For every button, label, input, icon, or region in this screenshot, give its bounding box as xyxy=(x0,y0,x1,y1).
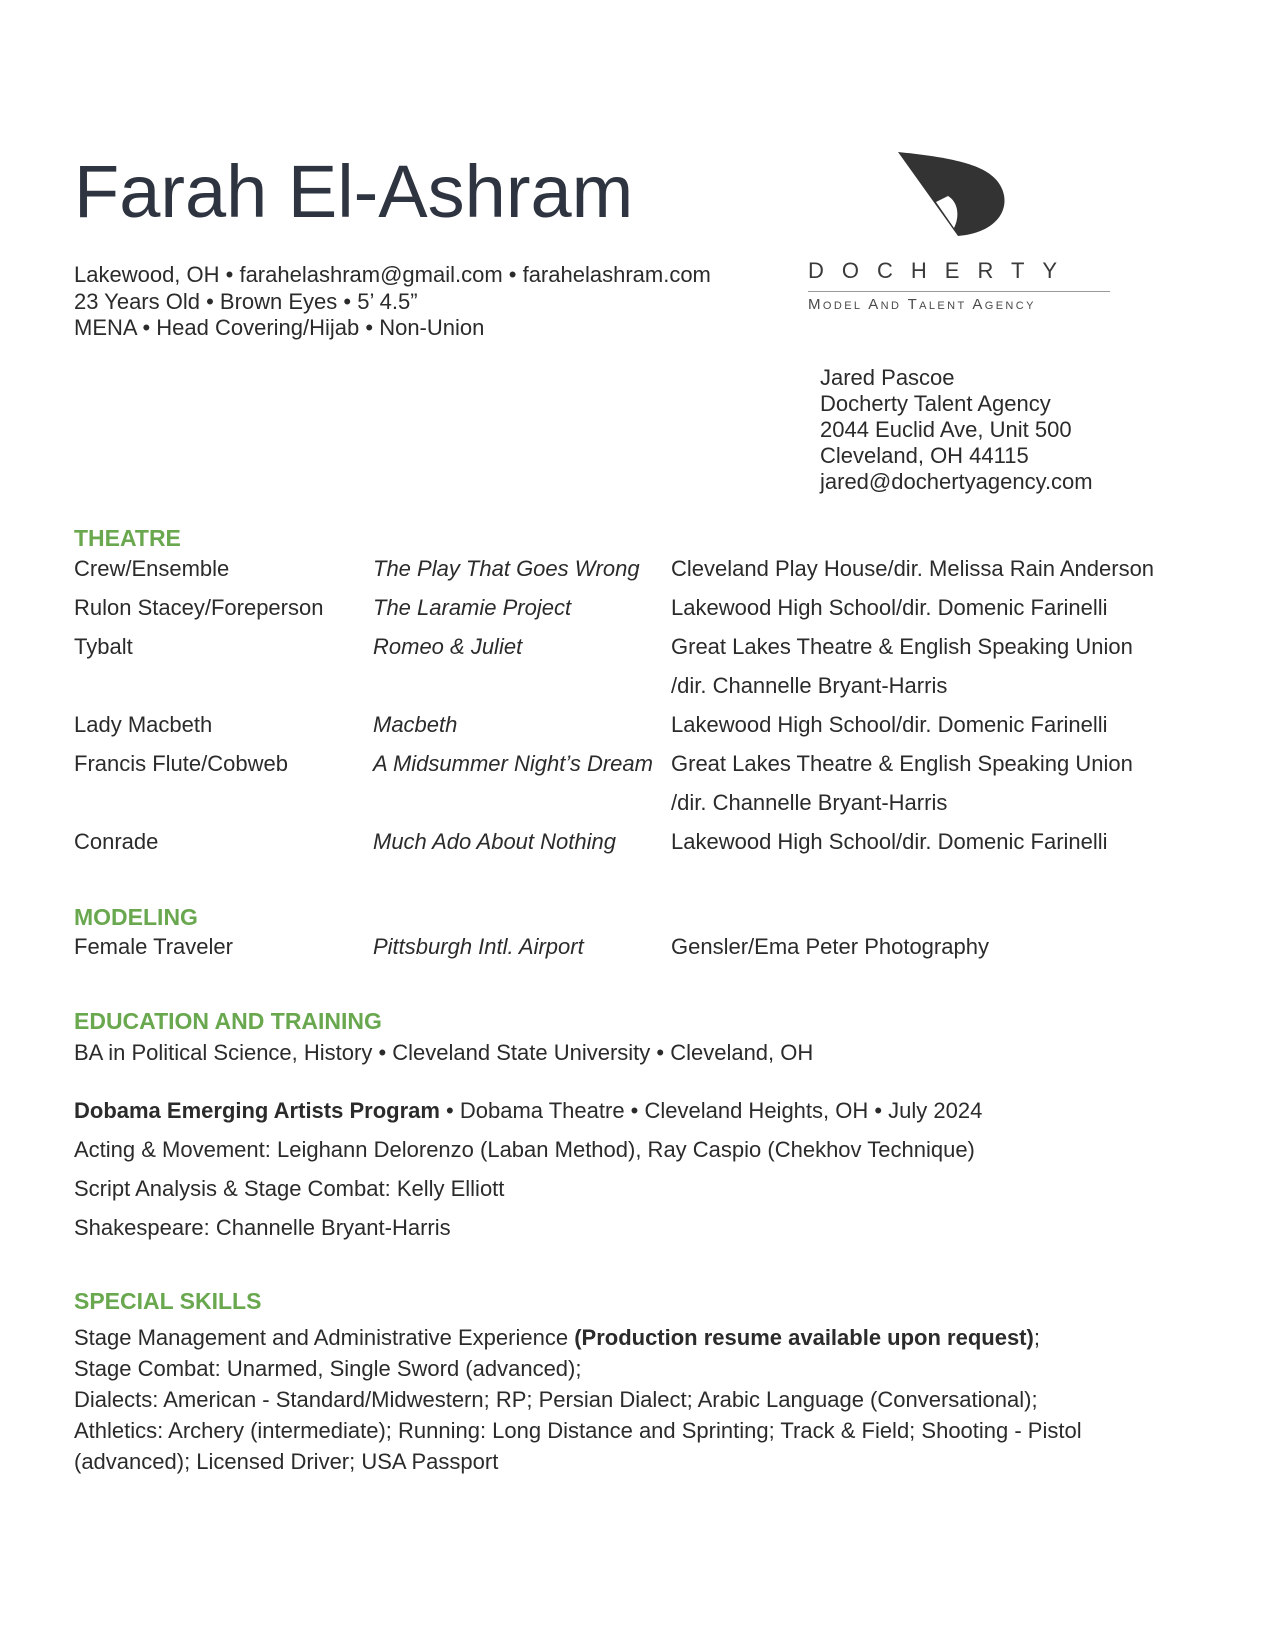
skill-bold-note: (Production resume available upon request) xyxy=(574,1325,1034,1350)
credit-venue: Gensler/Ema Peter Photography xyxy=(671,934,989,959)
credit-venue: Lakewood High School/dir. Domenic Farinelli xyxy=(671,595,1108,620)
theatre-heading: THEATRE xyxy=(74,525,181,551)
program-name: Dobama Emerging Artists Program xyxy=(74,1098,440,1123)
modeling-heading: MODELING xyxy=(74,904,198,930)
skill-line: Athletics: Archery (intermediate); Running: Long Distance and Sprinting; Track & Field; Shooting - Pistol (advanced); Licensed Driver; USA Passport xyxy=(74,1418,1082,1474)
credit-show: Romeo & Juliet xyxy=(373,634,523,659)
skill-line: Dialects: American - Standard/Midwestern; RP; Persian Dialect; Arabic Language (Conversational); xyxy=(74,1387,1038,1412)
agent-contact xyxy=(820,365,1093,495)
credit-role: Female Traveler xyxy=(74,934,233,959)
credit-role: Conrade xyxy=(74,829,159,854)
skills-heading: SPECIAL SKILLS xyxy=(74,1288,262,1314)
degree-line: BA in Political Science, History • Cleveland State University • Cleveland, OH xyxy=(74,1040,814,1065)
credit-venue: Great Lakes Theatre & English Speaking Union /dir. Channelle Bryant-Harris xyxy=(671,634,1133,698)
credit-venue: Cleveland Play House/dir. Melissa Rain Anderson xyxy=(671,556,1155,581)
credit-role: Tybalt xyxy=(74,634,133,659)
agent-street: 2044 Euclid Ave, Unit 500 xyxy=(820,417,1072,442)
credit-role: Crew/Ensemble xyxy=(74,556,230,581)
credit-show: A Midsummer Night’s Dream xyxy=(373,751,653,776)
credit-show: Much Ado About Nothing xyxy=(373,829,616,854)
contact-line: Lakewood, OH • farahelashram@gmail.com • farahelashram.com xyxy=(74,262,711,287)
skill-text: ; xyxy=(1033,1325,1040,1350)
agent-agency: Docherty Talent Agency xyxy=(820,391,1051,416)
agent-email: jared@dochertyagency.com xyxy=(820,469,1093,494)
actor-name: Farah El-Ashram xyxy=(74,150,634,233)
credit-show: Macbeth xyxy=(373,712,458,737)
agent-name: Jared Pascoe xyxy=(820,365,955,390)
skill-line xyxy=(74,1322,1154,1353)
credit-role: Rulon Stacey/Foreperson xyxy=(74,595,324,620)
personal-info xyxy=(74,262,711,342)
program-detail: • Dobama Theatre • Cleveland Heights, OH • July 2024 xyxy=(439,1098,983,1123)
skill-line: Stage Combat: Unarmed, Single Sword (advanced); xyxy=(74,1356,582,1381)
credit-role: Lady Macbeth xyxy=(74,712,213,737)
training-list xyxy=(74,1091,982,1247)
stats-line: 23 Years Old • Brown Eyes • 5’ 4.5” xyxy=(74,288,418,314)
logo-tagline: Model And Talent Agency xyxy=(808,296,1036,313)
skill-text: Stage Management and Administrative Experience xyxy=(74,1325,575,1350)
agent-city: Cleveland, OH 44115 xyxy=(820,443,1029,468)
credit-show: The Laramie Project xyxy=(373,595,572,620)
credit-venue: Great Lakes Theatre & English Speaking Union /dir. Channelle Bryant-Harris xyxy=(671,751,1133,815)
training-line: Script Analysis & Stage Combat: Kelly Elliott xyxy=(74,1176,505,1201)
credit-show: Pittsburgh Intl. Airport xyxy=(373,934,584,959)
credit-role: Francis Flute/Cobweb xyxy=(74,751,288,776)
training-line: Acting & Movement: Leighann Delorenzo (Laban Method), Ray Caspio (Chekhov Technique) xyxy=(74,1137,975,1162)
education-heading: EDUCATION AND TRAINING xyxy=(74,1008,382,1034)
credit-show: The Play That Goes Wrong xyxy=(373,556,640,581)
program-line xyxy=(74,1091,982,1130)
training-line: Shakespeare: Channelle Bryant-Harris xyxy=(74,1215,451,1240)
type-line: MENA • Head Covering/Hijab • Non-Union xyxy=(74,315,485,340)
docherty-logo xyxy=(808,150,1118,320)
credit-venue: Lakewood High School/dir. Domenic Farinelli xyxy=(671,829,1108,854)
skills-list xyxy=(74,1322,1154,1477)
docherty-d-icon xyxy=(808,150,1118,250)
credit-venue: Lakewood High School/dir. Domenic Farinelli xyxy=(671,712,1108,737)
logo-divider xyxy=(808,291,1110,292)
logo-wordmark: DOCHERTY xyxy=(808,258,1076,283)
